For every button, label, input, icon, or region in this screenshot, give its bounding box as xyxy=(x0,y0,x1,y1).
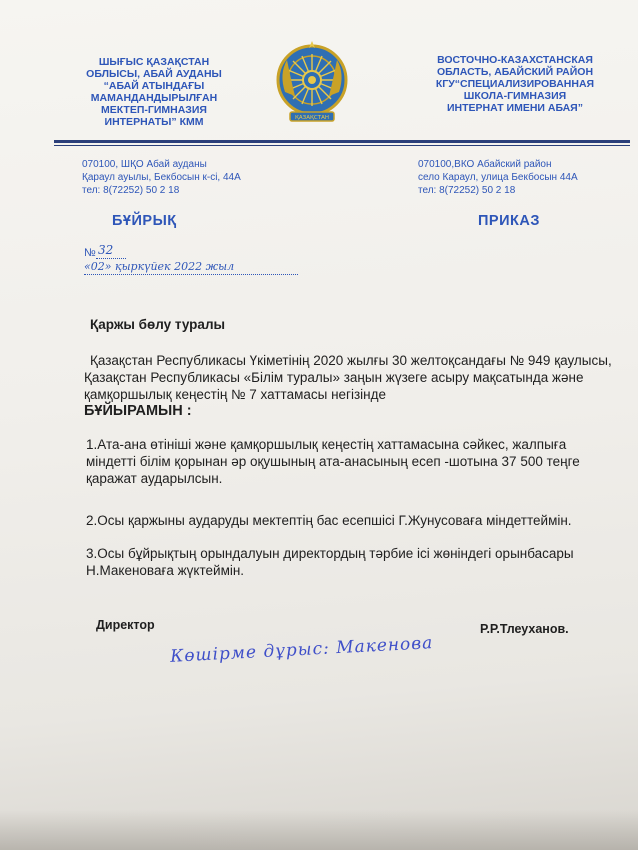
header-right-line: ШКОЛА-ГИМНАЗИЯ xyxy=(463,90,567,102)
emblem-caption: ҚАЗАҚСТАН xyxy=(295,115,329,121)
document-intro xyxy=(84,352,624,420)
header-left-line: ШЫҒЫС ҚАЗАҚСТАН xyxy=(98,56,210,68)
address-right xyxy=(418,158,578,197)
date-underline xyxy=(84,274,298,275)
header-right-line: КГУ“СПЕЦИАЛИЗИРОВАННАЯ xyxy=(435,78,595,90)
order-number-value: 32 xyxy=(98,243,114,257)
signatory-name: Р.Р.Тлеуханов. xyxy=(480,622,569,636)
address-left xyxy=(82,158,241,197)
header-left-line: ОБЛЫСЫ, АБАЙ АУДАНЫ xyxy=(86,68,222,80)
address-line: тел: 8(72252) 50 2 18 xyxy=(82,185,180,196)
signatory-title: Директор xyxy=(96,618,155,632)
order-item: 3.Осы бұйрықтың орындалуын директордың тәрбие ісі жөніндегі орынбасары Н.Макеноваға жүктеймін. xyxy=(86,546,574,578)
handwritten-copy-note: Көшірме дұрыс: Макенова xyxy=(169,633,434,667)
header-left-line: ИНТЕРНАТЫ” КММ xyxy=(104,116,204,128)
header-right-russian xyxy=(412,54,618,114)
header-left-line: МЕКТЕП-ГИМНАЗИЯ xyxy=(101,104,207,116)
intro-text: Қазақстан Республикасы Үкіметінің 2020 жылғы 30 желтоқсандағы № 949 қаулысы, Қазақстан Республикасы «Білім туралы» заңын жүзеге асыру мақсатында және қамқоршылық кеңестің № 7 хаттамасы негізінде xyxy=(84,353,612,402)
paper-shadow xyxy=(0,810,638,850)
header-divider-thin xyxy=(54,145,630,146)
address-line: 070100,ВКО Абайский район xyxy=(418,159,552,170)
document-title-russian: ПРИКАЗ xyxy=(478,213,540,229)
header-left-line: МАМАНДАНДЫРЫЛҒАН xyxy=(90,92,218,104)
order-number-label: № xyxy=(84,247,96,259)
header-right-line: ИНТЕРНАТ ИМЕНИ АБАЯ” xyxy=(447,102,583,114)
address-line: Қараул ауылы, Бекбосын к-сі, 44А xyxy=(82,172,241,183)
address-line: 070100, ШҚО Абай ауданы xyxy=(82,159,207,170)
header-left-kazakh xyxy=(64,56,244,128)
order-item: 2.Осы қаржыны аударуды мектептің бас есепшісі Г.Жунусоваға міндеттеймін. xyxy=(86,513,572,528)
address-line: село Караул, улица Бекбосын 44А xyxy=(418,172,578,183)
order-date: «02» қыркүйек 2022 жыл xyxy=(84,260,235,273)
header-right-line: ОБЛАСТЬ, АБАЙСКИЙ РАЙОН xyxy=(436,66,594,78)
number-underline xyxy=(96,258,126,259)
document-heading: Қаржы бөлу туралы xyxy=(90,317,226,332)
order-item: 1.Ата-ана өтініші және қамқоршылық кеңестің хаттамасына сәйкес, жалпыға міндетті білім қорынан әр оқушының ата-анасының есеп -шотына 37 500 теңге қаражат аударылсын. xyxy=(86,437,580,486)
document-title-kazakh: БҰЙРЫҚ xyxy=(112,213,177,229)
address-line: тел: 8(72252) 50 2 18 xyxy=(418,185,516,196)
order-verb: БҰЙЫРАМЫН : xyxy=(84,403,192,419)
state-emblem-icon xyxy=(275,40,349,128)
header-divider-thick xyxy=(54,140,630,143)
header-right-line: ВОСТОЧНО-КАЗАХСТАНСКАЯ xyxy=(437,54,593,66)
header-left-line: “АБАЙ АТЫНДАҒЫ xyxy=(103,80,205,92)
